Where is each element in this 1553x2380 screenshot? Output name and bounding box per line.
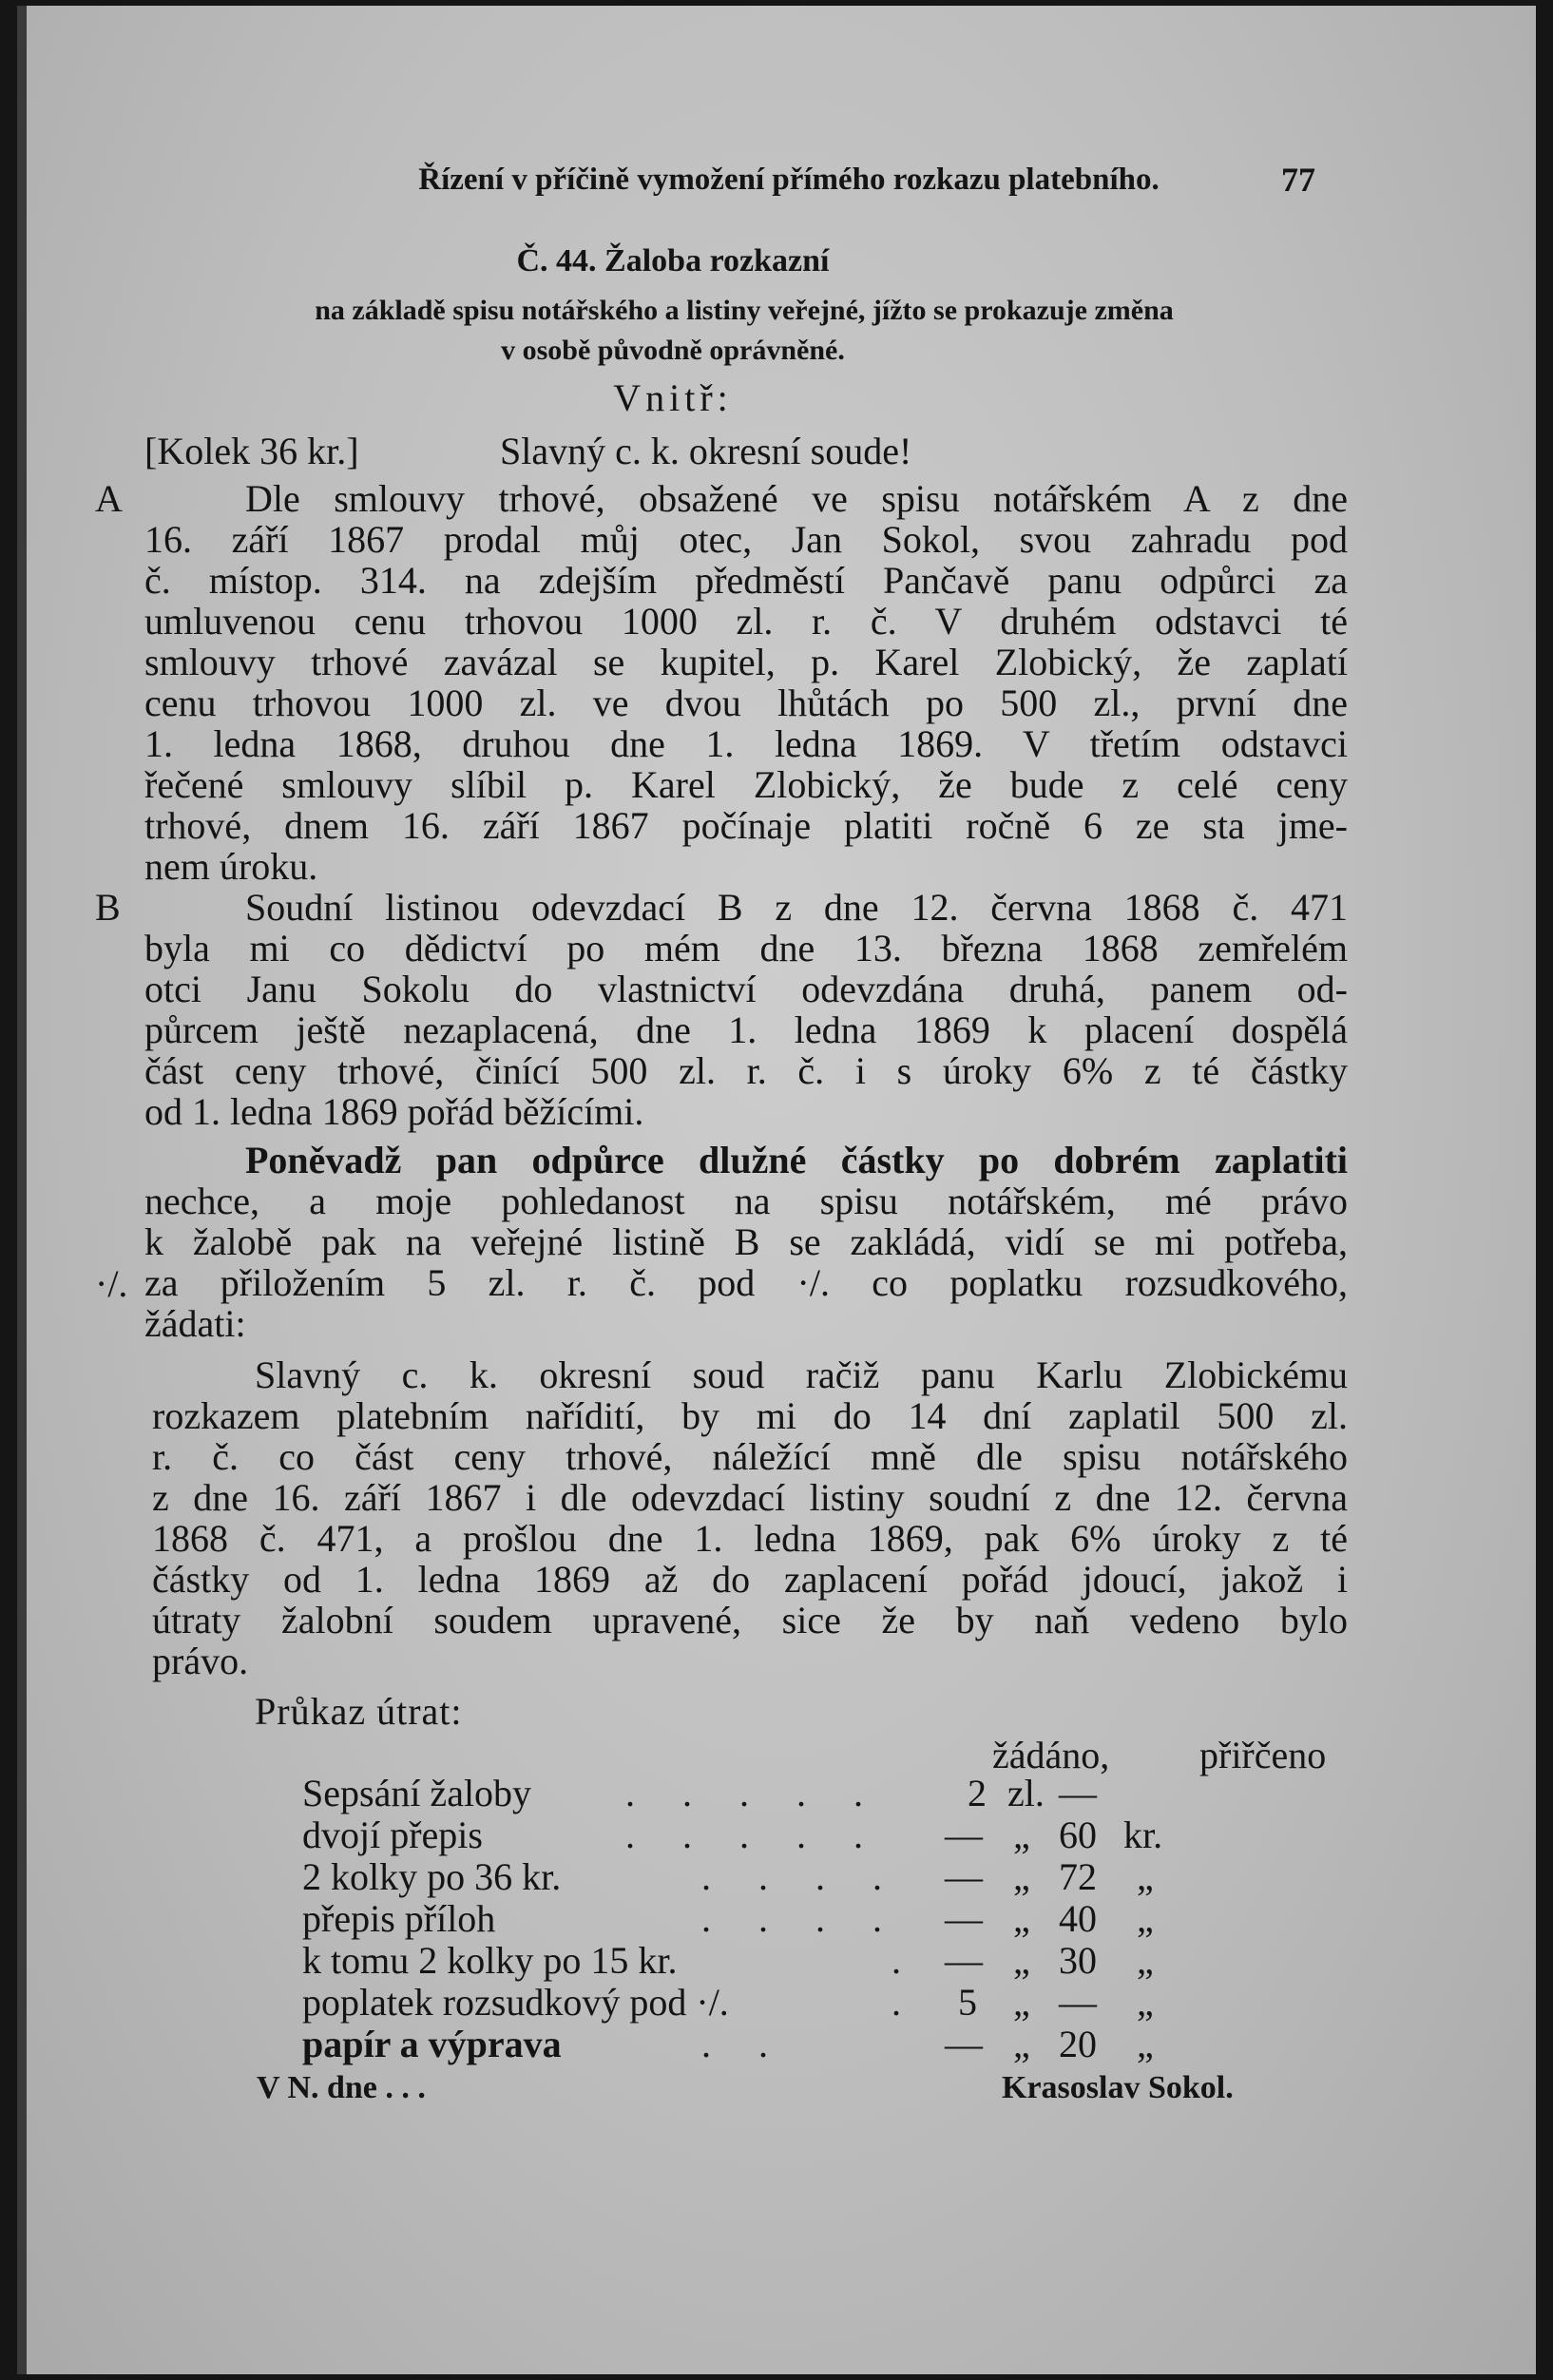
cost-granted: „ — [1137, 1939, 1154, 1982]
cost-unit: „ — [1013, 1939, 1030, 1982]
cost-leaders: . . . . — [701, 1897, 901, 1940]
cost-leaders: . . . . — [701, 1855, 901, 1898]
para-a-line: 1. ledna 1868, druhou dne 1. ledna 1869. V třetím odstavci — [144, 722, 1348, 765]
para-a-line: 16. září 1867 prodal můj otec, Jan Sokol, svou zahradu pod — [144, 518, 1348, 561]
running-header: Řízení v příčině vymožení přímého rozkazu platebního. — [418, 163, 1160, 197]
cost-unit: „ — [1013, 1814, 1030, 1856]
para-b-line: Soudní listinou odevzdací B z dne 12. června 1868 č. 471 — [245, 886, 1348, 929]
cost-item: Sepsání žaloby — [302, 1772, 532, 1814]
cost-leaders: . — [892, 1939, 920, 1982]
para-d-line: z dne 16. září 1867 i dle odevzdací listiny soudní z dne 12. června — [152, 1476, 1348, 1519]
cost-item: přepis příloh — [302, 1897, 496, 1940]
para-c-line: za přiložením 5 zl. r. č. pod ·/. co poplatku rozsudkového, — [144, 1261, 1348, 1304]
para-d-line: částky od 1. ledna 1869 až do zaplacení pořád jdoucí, jakož i — [152, 1558, 1348, 1601]
signature: Krasoslav Sokol. — [1002, 2070, 1234, 2105]
margin-mark-b: B — [95, 886, 121, 929]
cost-item: 2 kolky po 36 kr. — [302, 1855, 562, 1898]
costs-title: Průkaz útrat: — [255, 1690, 463, 1733]
cost-unit: „ — [1013, 1897, 1030, 1940]
cost-kr: 30 — [1059, 1939, 1097, 1982]
cost-item: dvojí přepis — [302, 1814, 483, 1856]
place-date: V N. dne . . . — [257, 2070, 426, 2105]
cost-unit: zl. — [1007, 1772, 1045, 1814]
cost-zl: — — [945, 1939, 983, 1982]
para-d-line: 1868 č. 471, a prošlou dne 1. ledna 1869, pak 6% úroky z té — [152, 1517, 1348, 1560]
para-d-line: Slavný c. k. okresní soud račiž panu Karlu Zlobickému — [255, 1353, 1348, 1396]
court-address: Slavný c. k. okresní soude! — [500, 430, 912, 472]
para-c-line: nechce, a moje pohledanost na spisu notářském, mé právo — [144, 1180, 1348, 1222]
para-b-line: část ceny trhové, činící 500 zl. r. č. i s úroky 6% z té částky — [144, 1049, 1348, 1092]
cost-zl: — — [945, 2023, 983, 2065]
page-edge-shadow — [17, 6, 27, 2374]
cost-kr: 20 — [1059, 2023, 1097, 2065]
cost-kr: 60 — [1059, 1814, 1097, 1856]
para-d-line: rozkazem platebním nařídití, by mi do 14 dní zaplatil 500 zl. — [152, 1394, 1348, 1437]
cost-item: poplatek rozsudkový pod ·/. — [302, 1981, 729, 2024]
cost-granted: „ — [1137, 1855, 1154, 1898]
para-b-line: otci Janu Sokolu do vlastnictví odevzdána druhá, panem od- — [144, 968, 1348, 1010]
para-a-line: smlouvy trhové zavázal se kupitel, p. Karel Zlobický, že zaplatí — [144, 641, 1348, 683]
costs-col-granted: přiřčeno — [1199, 1734, 1327, 1776]
cost-zl: 5 — [958, 1981, 977, 2024]
cost-unit: „ — [1013, 1981, 1030, 2024]
para-c-line: Poněvadž pan odpůrce dlužné částky po dobrém zaplatiti — [245, 1139, 1348, 1181]
para-b-line: od 1. ledna 1869 pořád běžícími. — [144, 1090, 644, 1133]
para-c-line: k žalobě pak na veřejné listině B se zakládá, vidí se mi potřeba, — [144, 1220, 1348, 1263]
cost-granted: kr. — [1123, 1814, 1163, 1856]
cost-leaders: . . . . . — [625, 1814, 882, 1856]
cost-zl: — — [945, 1897, 983, 1940]
book-page — [17, 6, 1536, 2374]
para-a-line: nem úroku. — [144, 845, 318, 888]
cost-kr: 72 — [1059, 1855, 1097, 1898]
para-d-line: útraty žalobní soudem upravené, sice že by naň vedeno bylo — [152, 1599, 1348, 1641]
para-b-line: půrcem ještě nezaplacená, dne 1. ledna 1869 k placení dospělá — [144, 1008, 1348, 1051]
margin-mark-attachment: ·/. — [95, 1262, 128, 1305]
para-a-line: umluvenou cenu trhovou 1000 zl. r. č. V druhém odstavci té — [144, 600, 1348, 643]
cost-item: k tomu 2 kolky po 15 kr. — [302, 1939, 678, 1982]
para-b-line: byla mi co dědictví po mém dne 13. března 1868 zemřelém — [144, 927, 1348, 969]
margin-mark-a: A — [95, 477, 123, 520]
cost-kr: 40 — [1059, 1897, 1097, 1940]
cost-granted: „ — [1137, 1897, 1154, 1940]
cost-leaders: . . — [701, 2023, 787, 2065]
para-c-line: žádati: — [144, 1302, 246, 1345]
cost-zl: — — [945, 1855, 983, 1898]
cost-zl: 2 — [968, 1772, 987, 1814]
form-title: Č. 44. Žaloba rozkazní — [516, 243, 830, 278]
page-number: 77 — [1281, 161, 1315, 199]
para-d-line: r. č. co část ceny trhové, náležící mně dle spisu notářského — [152, 1435, 1348, 1478]
costs-col-requested: žádáno, — [992, 1734, 1110, 1776]
form-subtitle-1: na základě spisu notářského a listiny veřejné, jížto se prokazuje změna — [315, 295, 1174, 326]
para-a-line: cenu trhovou 1000 zl. ve dvou lhůtách po 500 zl., první dne — [144, 681, 1348, 724]
cost-kr: — — [1059, 1981, 1097, 2024]
vnitr-label: Vnitř: — [613, 376, 733, 419]
stamp-note: [Kolek 36 kr.] — [144, 430, 359, 472]
cost-zl: — — [945, 1814, 983, 1856]
cost-leaders: . . . . . — [625, 1772, 882, 1814]
para-a-line: Dle smlouvy trhové, obsažené ve spisu notářském A z dne — [245, 477, 1348, 520]
cost-item: papír a výprava — [302, 2023, 562, 2065]
cost-granted: „ — [1137, 1981, 1154, 2024]
form-subtitle-2: v osobě původně oprávněné. — [501, 335, 845, 366]
para-a-line: řečené smlouvy slíbil p. Karel Zlobický, že bude z celé ceny — [144, 763, 1348, 806]
cost-granted: „ — [1137, 2023, 1154, 2065]
cost-leaders: . — [892, 1981, 920, 2024]
cost-unit: „ — [1013, 2023, 1030, 2065]
para-a-line: trhové, dnem 16. září 1867 počínaje platiti ročně 6 ze sta jme- — [144, 804, 1348, 847]
cost-unit: „ — [1013, 1855, 1030, 1898]
cost-kr: — — [1059, 1772, 1097, 1814]
para-d-line: právo. — [152, 1640, 249, 1682]
para-a-line: č. místop. 314. na zdejším předměstí Pančavě panu odpůrci za — [144, 559, 1348, 602]
